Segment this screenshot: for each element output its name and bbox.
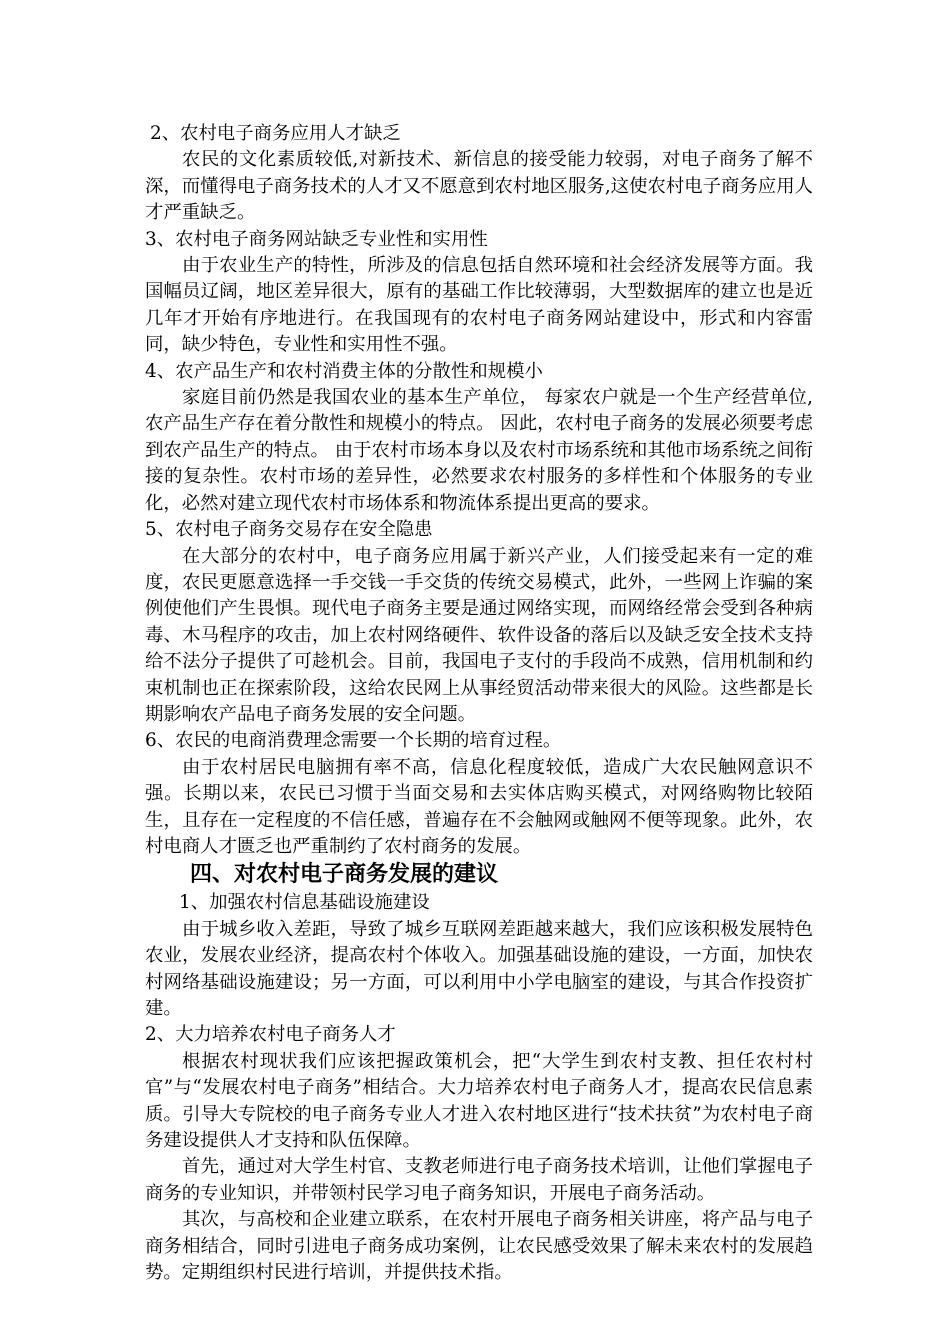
paragraph: 家庭目前仍然是我国农业的基本生产单位， 每家农户就是一个生产经营单位,农产品生产存在着分散性和规模小的特点。 因此，农村电子商务的发展必须要考虑到农产品生产的特点。 由于农村市场本身以及农村市场系统和其他市场系统之间衔接的复杂性。农村市场的差异性，必然要求农村服务的多样性和个体服务的专业化，必然对建立现代农村市场体系和物流体系提出更高的要求。	[145, 387, 813, 514]
subsection-heading-1: 1、加强农村信息基础设施建设	[179, 892, 430, 914]
paragraph: 在大部分的农村中，电子商务应用属于新兴产业，人们接受起来有一定的难度，农民更愿意选择一手交钱一手交货的传统交易模式，此外，一些网上诈骗的案例使他们产生畏惧。现代电子商务主要是通过网络实现，而网络经常会受到各种病毒、木马程序的攻击，加上农村网络硬件、软件设备的落后以及缺乏安全技术支持给不法分子提供了可趁机会。目前，我国电子支付的手段尚不成熟，信用机制和约束机制也正在探索阶段，这给农民网上从事经贸活动带来很大的风险。这些都是长期影响农产品电子商务发展的安全问题。	[145, 545, 813, 725]
document-body	[145, 121, 813, 1286]
paragraph: 农民的文化素质较低,对新技术、新信息的接受能力较弱，对电子商务了解不深，而懂得电子商务技术的人才又不愿意到农村地区服务,这使农村电子商务应用人才严重缺乏。	[145, 149, 813, 224]
subsection-heading-2b: 2、大力培养农村电子商务人才	[145, 1024, 396, 1046]
subsection-heading-3: 3、农村电子商务网站缺乏专业性和实用性	[145, 228, 488, 250]
paragraph: 首先，通过对大学生村官、支教老师进行电子商务技术培训，让他们掌握电子商务的专业知识，并带领村民学习电子商务知识，开展电子商务活动。	[145, 1156, 813, 1204]
section-heading: 四、对农村电子商务发展的建议	[190, 862, 499, 888]
paragraph: 由于农业生产的特性，所涉及的信息包括自然环境和社会经济发展等方面。我国幅员辽阔，地区差异很大，原有的基础工作比较薄弱，大型数据库的建立也是近几年才开始有序地进行。在我国现有的农村电子商务网站建设中，形式和内容雷同，缺少特色，专业性和实用性不强。	[145, 255, 813, 356]
subsection-heading-2: 2、农村电子商务应用人才缺乏	[150, 123, 401, 144]
paragraph: 其次，与高校和企业建立联系，在农村开展电子商务相关讲座，将产品与电子商务相结合，同时引进电子商务成功案例，让农民感受效果了解未来农村的发展趋势。定期组织村民进行培训，并提供技术指。	[145, 1209, 813, 1284]
subsection-heading-6: 6、农民的电商消费理念需要一个长期的培育过程。	[145, 730, 562, 752]
paragraph: 由于农村居民电脑拥有率不高，信息化程度较低，造成广大农民触网意识不强。长期以来，农民已习惯于当面交易和去实体店购买模式，对网络购物比较陌生，且存在一定程度的不信任感，普遍存在不会触网或触网不便等现象。此外，农村电商人才匮乏也严重制约了农村商务的发展。	[145, 756, 813, 857]
subsection-heading-5: 5、农村电子商务交易存在安全隐患	[145, 519, 433, 541]
paragraph: 根据农村现状我们应该把握政策机会，把“大学生到农村支教、担任农村村官”与“发展农村电子商务”相结合。大力培养农村电子商务人才，提高农民信息素质。引导大专院校的电子商务专业人才进入农村地区进行“技术扶贫”为农村电子商务建设提供人才支持和队伍保障。	[145, 1050, 813, 1152]
paragraph: 由于城乡收入差距，导致了城乡互联网差距越来越大，我们应该积极发展特色农业，发展农业经济，提高农村个体收入。加强基础设施的建设，一方面，加快农村网络基础设施建设；另一方面，可以利用中小学电脑室的建设，与其合作投资扩建。	[145, 918, 813, 1019]
subsection-heading-4: 4、农产品生产和农村消费主体的分散性和规模小	[145, 360, 543, 382]
